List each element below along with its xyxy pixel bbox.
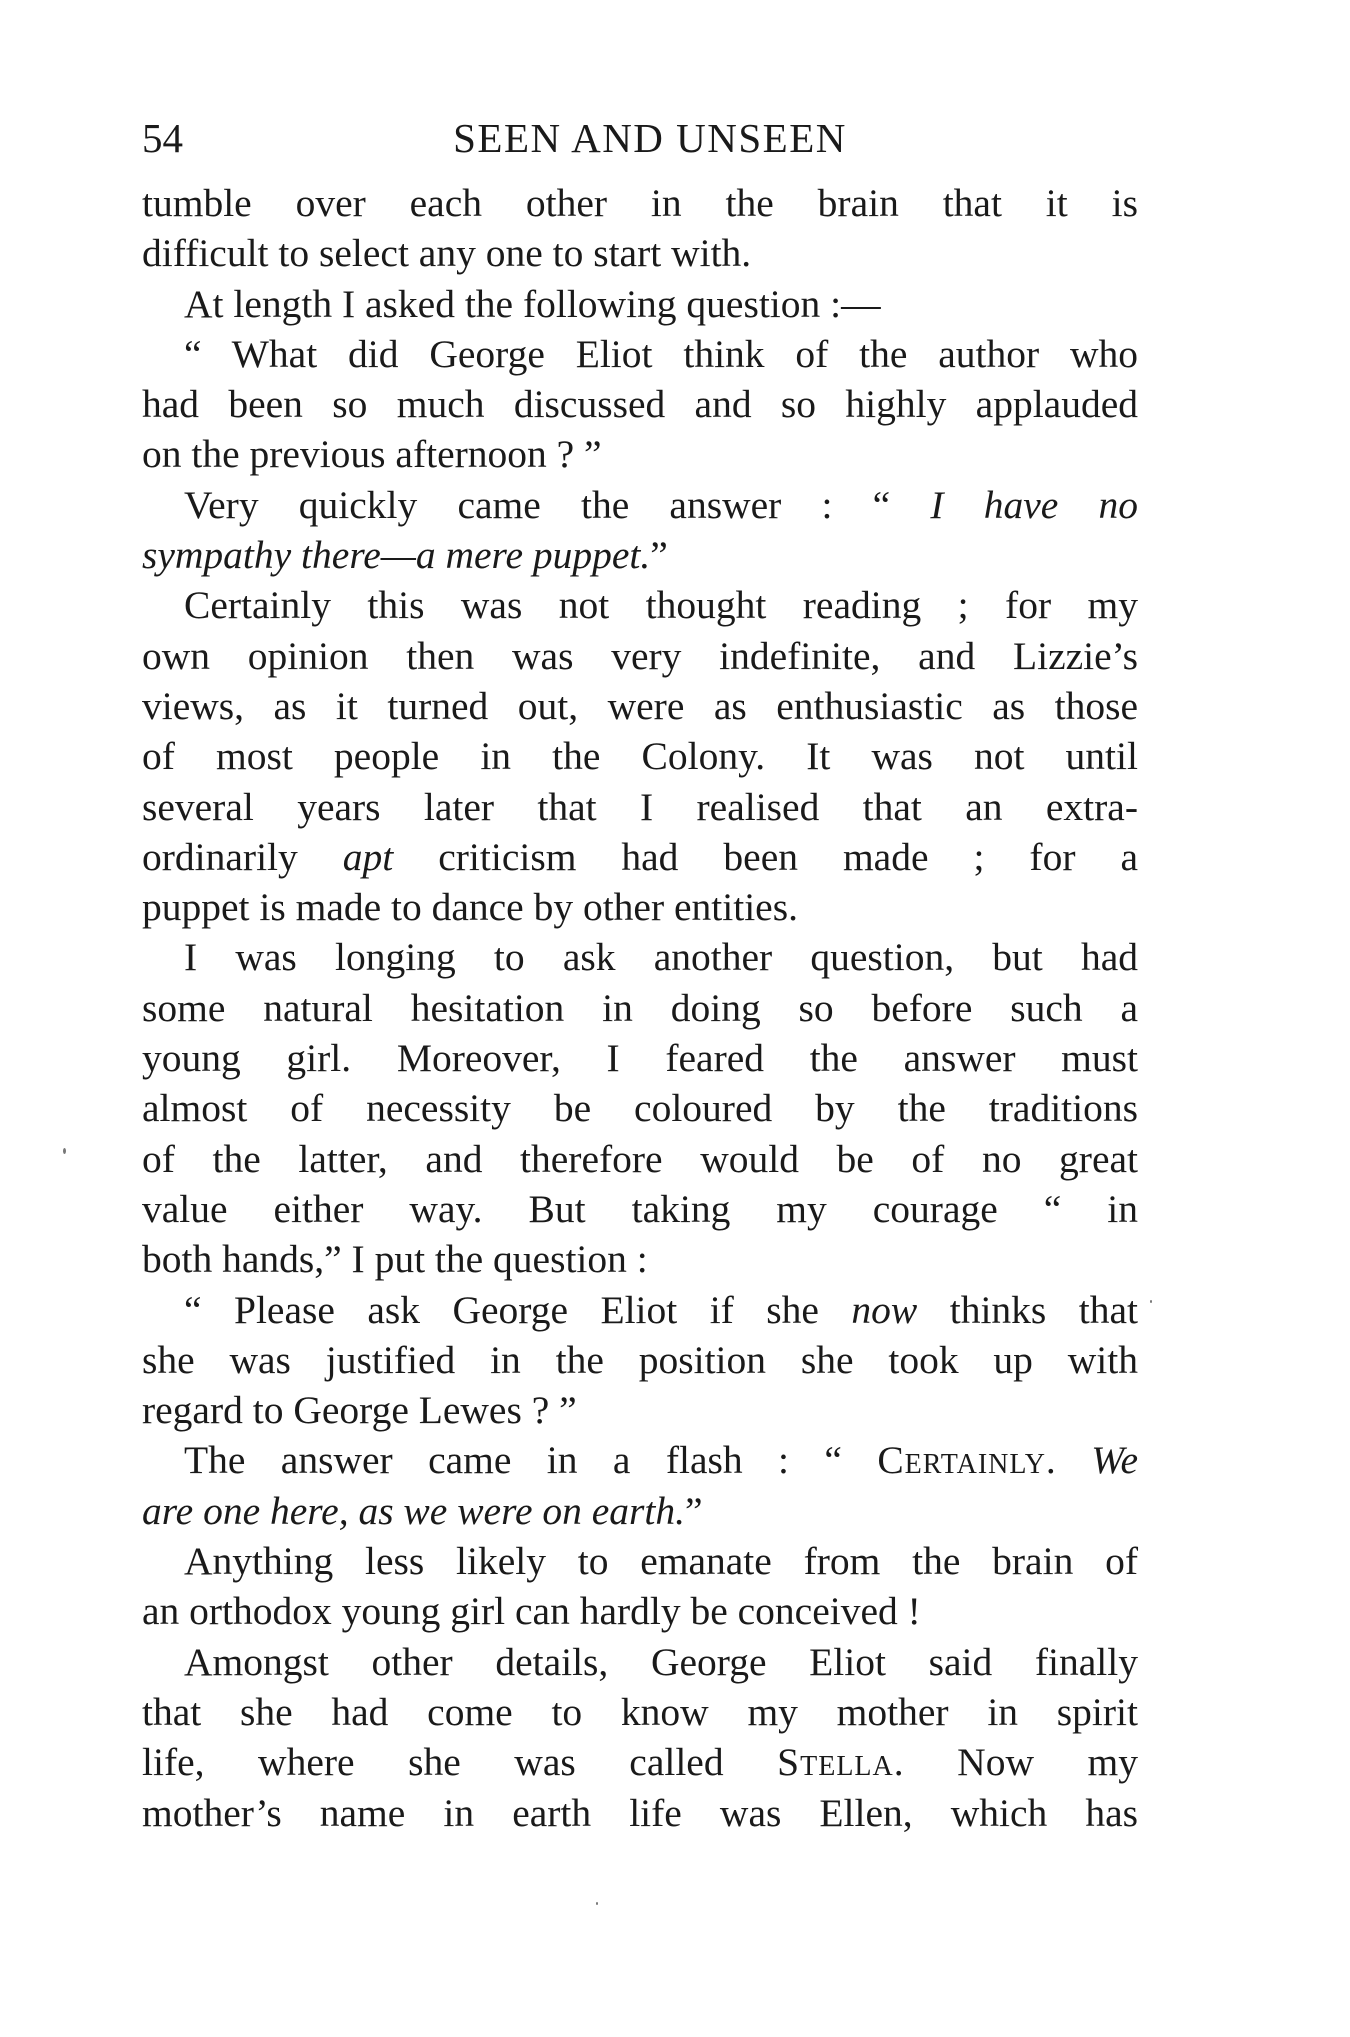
body-text xyxy=(142,178,1138,1838)
text-line: I was longing to ask another question, but had xyxy=(184,935,1138,980)
text-line: some natural hesitation in doing so before such a xyxy=(142,985,1138,1030)
text-line: sympathy there—a mere puppet.” xyxy=(142,533,668,578)
text-line: of most people in the Colony. It was not until xyxy=(142,734,1138,779)
text-line: life, where she was called Stella. Now my xyxy=(142,1740,1138,1785)
text-line: views, as it turned out, were as enthusiastic as those xyxy=(142,683,1138,728)
text-line: own opinion then was very indefinite, and Lizzie’s xyxy=(142,633,1138,678)
page-number: 54 xyxy=(142,115,183,161)
text-line: At length I asked the following question :— xyxy=(184,281,881,326)
text-line: that she had come to know my mother in spirit xyxy=(142,1689,1138,1734)
text-line: “ Please ask George Eliot if she now thinks that xyxy=(184,1287,1138,1332)
text-line: Amongst other details, George Eliot said finally xyxy=(184,1639,1138,1684)
text-line: value either way. But taking my courage “ in xyxy=(142,1186,1138,1231)
text-line: Certainly this was not thought reading ; for my xyxy=(184,583,1138,628)
text-line: young girl. Moreover, I feared the answer must xyxy=(142,1036,1138,1081)
text-line: mother’s name in earth life was Ellen, which has xyxy=(142,1790,1138,1835)
page-header xyxy=(142,108,1138,168)
text-line: both hands,” I put the question : xyxy=(142,1237,648,1282)
text-line: on the previous afternoon ? ” xyxy=(142,432,602,477)
text-line: The answer came in a flash : “ Certainly. We xyxy=(184,1438,1139,1483)
running-title: SEEN AND UNSEEN xyxy=(453,115,847,161)
text-line: she was justified in the position she took up with xyxy=(142,1337,1138,1382)
text-line: tumble over each other in the brain that it is xyxy=(142,181,1138,225)
text-line: Very quickly came the answer : “ I have no xyxy=(184,482,1139,527)
text-line: “ What did George Eliot think of the author who xyxy=(184,331,1138,376)
text-line: puppet is made to dance by other entities. xyxy=(142,885,798,930)
text-line: are one here, as we were on earth.” xyxy=(142,1488,703,1533)
text-line: had been so much discussed and so highly applauded xyxy=(142,382,1138,427)
text-line: an orthodox young girl can hardly be conceived ! xyxy=(142,1589,921,1634)
text-line: difficult to select any one to start with. xyxy=(142,231,752,276)
text-line: of the latter, and therefore would be of no great xyxy=(142,1136,1138,1181)
text-line: ordinarily apt criticism had been made ; for a xyxy=(142,834,1138,879)
text-line: regard to George Lewes ? ” xyxy=(142,1388,577,1433)
text-line: Anything less likely to emanate from the brain of xyxy=(184,1539,1138,1584)
text-line: several years later that I realised that an extra- xyxy=(142,784,1138,829)
text-line: almost of necessity be coloured by the traditions xyxy=(142,1086,1138,1131)
